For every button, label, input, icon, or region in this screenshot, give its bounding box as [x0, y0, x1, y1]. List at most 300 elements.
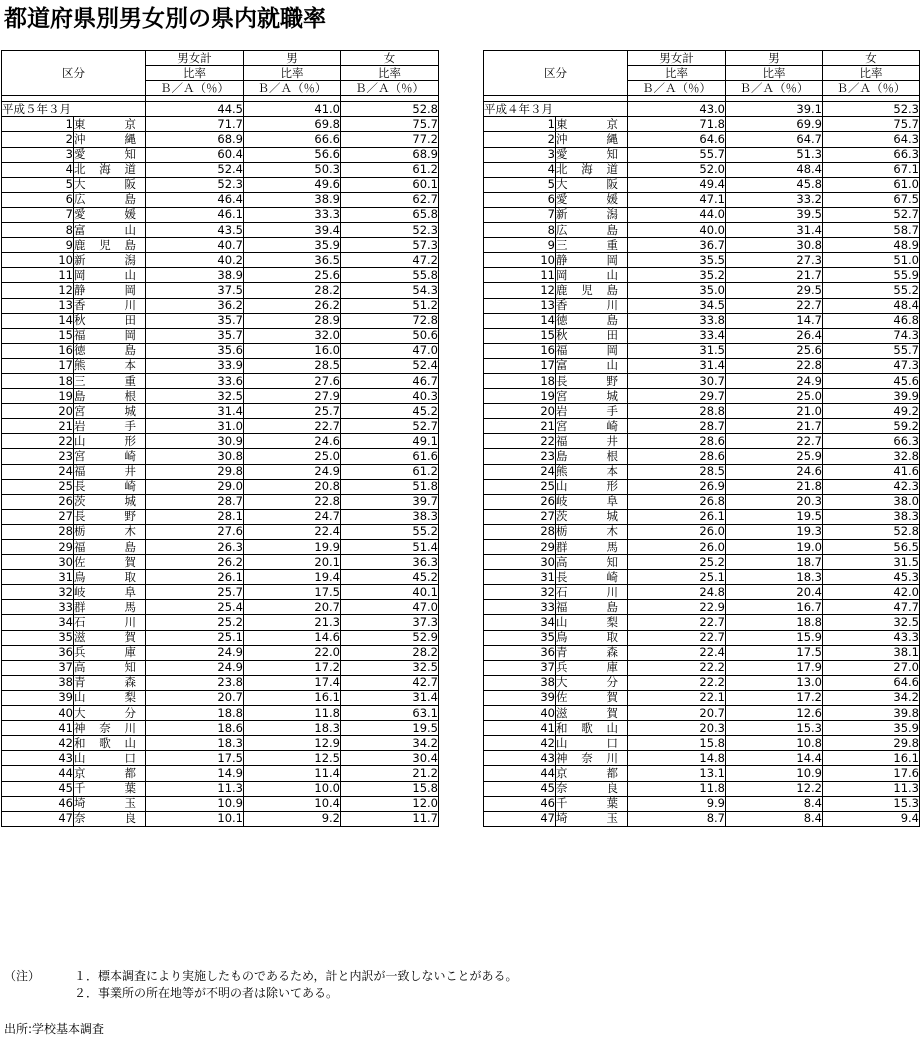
ratio-value: 69.9 — [726, 117, 823, 132]
prefecture-cell — [556, 268, 628, 283]
ratio-value: 26.8 — [628, 494, 726, 509]
prefecture-cell — [74, 328, 146, 343]
ratio-value: 11.8 — [628, 781, 726, 796]
prefecture-cell — [556, 434, 628, 449]
column-header: 女 — [823, 51, 920, 66]
rank-cell: 12 — [2, 283, 74, 298]
table-row — [484, 389, 920, 404]
prefecture-name: 神奈川 — [74, 720, 136, 735]
prefecture-cell — [74, 811, 146, 826]
prefecture-cell — [74, 449, 146, 464]
ratio-value: 32.5 — [146, 389, 244, 404]
ratio-value: 45.6 — [823, 373, 920, 388]
ratio-value: 39.9 — [823, 389, 920, 404]
ratio-value: 31.4 — [341, 690, 439, 705]
rank-cell: 6 — [484, 192, 556, 207]
prefecture-cell — [74, 419, 146, 434]
ratio-value: 55.2 — [341, 524, 439, 539]
ratio-value: 27.6 — [244, 373, 341, 388]
year-label: 平成５年３月 — [2, 102, 146, 117]
prefecture-cell — [556, 796, 628, 811]
ratio-value: 12.6 — [726, 706, 823, 721]
prefecture-name: 群馬 — [556, 539, 618, 554]
rank-cell: 31 — [484, 570, 556, 585]
ratio-value: 25.0 — [244, 449, 341, 464]
prefecture-cell — [556, 675, 628, 690]
ratio-value: 43.5 — [146, 223, 244, 238]
ratio-value: 35.7 — [146, 313, 244, 328]
ratio-value: 20.4 — [726, 585, 823, 600]
prefecture-name: 山形 — [74, 433, 136, 448]
table-row — [2, 690, 439, 705]
ratio-value: 26.2 — [146, 555, 244, 570]
note-number: ２． — [74, 986, 99, 1000]
ratio-value: 21.3 — [244, 615, 341, 630]
table-row — [484, 464, 920, 479]
prefecture-cell — [74, 781, 146, 796]
ratio-value: 45.2 — [341, 570, 439, 585]
ratio-value: 30.8 — [726, 238, 823, 253]
ratio-value: 49.1 — [341, 434, 439, 449]
table-row — [484, 162, 920, 177]
ratio-header: 比率 — [341, 66, 439, 81]
ratio-value: 27.0 — [823, 660, 920, 675]
prefecture-name: 山形 — [556, 479, 618, 494]
prefecture-cell — [74, 706, 146, 721]
note-2 — [4, 985, 518, 1002]
table-row — [2, 600, 439, 615]
prefecture-cell — [556, 358, 628, 373]
ratio-value: 18.8 — [726, 615, 823, 630]
ratio-value: 42.7 — [341, 675, 439, 690]
prefecture-name: 新潟 — [74, 252, 136, 267]
rank-cell: 3 — [2, 147, 74, 162]
ratio-value: 22.7 — [244, 419, 341, 434]
ratio-value: 28.9 — [244, 313, 341, 328]
ratio-value: 33.9 — [146, 358, 244, 373]
table-row — [2, 706, 439, 721]
ratio-value: 15.3 — [726, 721, 823, 736]
table-row — [2, 811, 439, 826]
prefecture-cell — [74, 283, 146, 298]
ratio-value: 61.2 — [341, 464, 439, 479]
ratio-value: 46.1 — [146, 207, 244, 222]
ratio-value: 40.7 — [146, 238, 244, 253]
table-row — [484, 207, 920, 222]
table-row — [484, 751, 920, 766]
table-row — [2, 162, 439, 177]
table-row — [484, 298, 920, 313]
ratio-value: 22.9 — [628, 600, 726, 615]
rank-cell: 37 — [2, 660, 74, 675]
column-header: 男 — [726, 51, 823, 66]
prefecture-cell — [74, 555, 146, 570]
ratio-value: 22.7 — [726, 434, 823, 449]
ratio-value: 26.0 — [628, 524, 726, 539]
prefecture-cell — [556, 328, 628, 343]
prefecture-name: 長野 — [556, 373, 618, 388]
prefecture-name: 栃木 — [74, 524, 136, 539]
prefecture-cell — [74, 177, 146, 192]
ratio-value: 24.7 — [244, 509, 341, 524]
prefecture-name: 石川 — [556, 584, 618, 599]
ratio-value: 46.8 — [823, 313, 920, 328]
ratio-value: 55.9 — [823, 268, 920, 283]
ratio-value: 36.2 — [146, 298, 244, 313]
rank-cell: 38 — [484, 675, 556, 690]
ratio-value: 54.3 — [341, 283, 439, 298]
prefecture-name: 京都 — [74, 765, 136, 780]
ratio-value: 38.1 — [823, 645, 920, 660]
table-row — [2, 751, 439, 766]
prefecture-cell — [556, 706, 628, 721]
rank-cell: 39 — [2, 690, 74, 705]
ratio-value: 19.0 — [726, 540, 823, 555]
prefecture-cell — [74, 464, 146, 479]
table-row — [2, 238, 439, 253]
prefecture-name: 愛媛 — [74, 207, 136, 222]
ratio-value: 48.4 — [823, 298, 920, 313]
rank-cell: 19 — [2, 389, 74, 404]
table-row — [2, 253, 439, 268]
ratio-value: 35.7 — [146, 328, 244, 343]
ratio-value: 31.4 — [146, 404, 244, 419]
ratio-value: 63.1 — [341, 706, 439, 721]
rank-cell: 8 — [484, 223, 556, 238]
table-row — [484, 600, 920, 615]
ratio-value: 35.6 — [146, 343, 244, 358]
rank-cell: 47 — [2, 811, 74, 826]
ratio-value: 25.7 — [146, 585, 244, 600]
ratio-value: 74.3 — [823, 328, 920, 343]
prefecture-name: 大阪 — [556, 177, 618, 192]
ratio-value: 18.7 — [726, 555, 823, 570]
table-row — [484, 328, 920, 343]
table-row — [2, 736, 439, 751]
ratio-value: 26.3 — [146, 540, 244, 555]
prefecture-cell — [74, 358, 146, 373]
rank-cell: 1 — [2, 117, 74, 132]
ratio-value: 34.2 — [823, 690, 920, 705]
ratio-value: 31.4 — [726, 223, 823, 238]
rank-cell: 38 — [2, 675, 74, 690]
rank-cell: 42 — [484, 736, 556, 751]
ratio-value: 26.0 — [628, 540, 726, 555]
rank-cell: 31 — [2, 570, 74, 585]
ratio-value: 32.0 — [244, 328, 341, 343]
ratio-value: 39.5 — [726, 207, 823, 222]
ratio-value: 22.4 — [628, 645, 726, 660]
table-row — [2, 298, 439, 313]
prefecture-name: 埼玉 — [74, 796, 136, 811]
ratio-value: 22.2 — [628, 675, 726, 690]
ratio-value: 21.0 — [726, 404, 823, 419]
rank-cell: 27 — [484, 509, 556, 524]
ratio-value: 22.7 — [628, 615, 726, 630]
year-label: 平成４年３月 — [484, 102, 628, 117]
rank-cell: 25 — [2, 479, 74, 494]
ratio-value: 19.4 — [244, 570, 341, 585]
ratio-value: 13.1 — [628, 766, 726, 781]
table-row — [2, 192, 439, 207]
prefecture-cell — [74, 660, 146, 675]
ratio-value: 67.5 — [823, 192, 920, 207]
formula-header: Ｂ／Ａ（％） — [244, 81, 341, 96]
prefecture-name: 茨城 — [74, 494, 136, 509]
ratio-value: 27.3 — [726, 253, 823, 268]
prefecture-name: 群馬 — [74, 599, 136, 614]
ratio-value: 29.8 — [146, 464, 244, 479]
rank-cell: 1 — [484, 117, 556, 132]
table-row — [2, 358, 439, 373]
rank-cell: 36 — [484, 645, 556, 660]
ratio-value: 26.4 — [726, 328, 823, 343]
rank-cell: 10 — [484, 253, 556, 268]
kubun-header: 区分 — [484, 51, 628, 96]
ratio-value: 28.6 — [628, 449, 726, 464]
prefecture-name: 宮城 — [74, 403, 136, 418]
prefecture-cell — [556, 283, 628, 298]
table-row — [484, 117, 920, 132]
ratio-value: 61.2 — [341, 162, 439, 177]
ratio-value: 18.8 — [146, 706, 244, 721]
table-row — [2, 389, 439, 404]
table-row — [2, 419, 439, 434]
rank-cell: 17 — [484, 358, 556, 373]
rank-cell: 10 — [2, 253, 74, 268]
ratio-value: 55.2 — [823, 283, 920, 298]
ratio-value: 64.3 — [823, 132, 920, 147]
prefecture-name: 東京 — [556, 116, 618, 131]
ratio-value: 19.5 — [341, 721, 439, 736]
ratio-value: 22.1 — [628, 690, 726, 705]
rank-cell: 28 — [2, 524, 74, 539]
table-row — [484, 660, 920, 675]
prefecture-name: 沖縄 — [74, 132, 136, 147]
ratio-value: 35.0 — [628, 283, 726, 298]
rank-cell: 4 — [484, 162, 556, 177]
ratio-value: 11.3 — [146, 781, 244, 796]
ratio-value: 14.9 — [146, 766, 244, 781]
ratio-value: 52.7 — [341, 419, 439, 434]
ratio-value: 28.8 — [628, 404, 726, 419]
ratio-value: 31.5 — [823, 555, 920, 570]
table-row — [2, 645, 439, 660]
ratio-value: 20.7 — [244, 600, 341, 615]
ratio-value: 20.1 — [244, 555, 341, 570]
prefecture-name: 福岡 — [74, 328, 136, 343]
table-heisei5 — [1, 50, 439, 827]
rank-cell: 44 — [484, 766, 556, 781]
prefecture-name: 宮崎 — [556, 418, 618, 433]
rank-cell: 9 — [2, 238, 74, 253]
prefecture-cell — [74, 570, 146, 585]
rank-cell: 13 — [484, 298, 556, 313]
prefecture-name: 奈良 — [74, 811, 136, 826]
prefecture-cell — [74, 721, 146, 736]
ratio-value: 34.5 — [628, 298, 726, 313]
ratio-value: 11.3 — [823, 781, 920, 796]
ratio-value: 26.9 — [628, 479, 726, 494]
ratio-value: 39.8 — [823, 706, 920, 721]
prefecture-cell — [556, 555, 628, 570]
ratio-value: 45.2 — [341, 404, 439, 419]
ratio-value: 61.0 — [823, 177, 920, 192]
prefecture-cell — [556, 811, 628, 826]
ratio-value: 46.4 — [146, 192, 244, 207]
table-row — [2, 585, 439, 600]
ratio-value: 23.8 — [146, 675, 244, 690]
ratio-value: 66.3 — [823, 434, 920, 449]
table-row — [2, 147, 439, 162]
ratio-value: 24.6 — [244, 434, 341, 449]
table-row — [484, 449, 920, 464]
prefecture-name: 奈良 — [556, 781, 618, 796]
ratio-value: 32.5 — [823, 615, 920, 630]
ratio-value: 64.6 — [823, 675, 920, 690]
prefecture-name: 滋賀 — [74, 630, 136, 645]
prefecture-cell — [556, 223, 628, 238]
ratio-value: 15.9 — [726, 630, 823, 645]
prefecture-cell — [74, 192, 146, 207]
prefecture-cell — [74, 389, 146, 404]
table-row — [2, 796, 439, 811]
prefecture-cell — [74, 796, 146, 811]
ratio-value: 60.4 — [146, 147, 244, 162]
total-value: 43.0 — [628, 102, 726, 117]
prefecture-name: 岩手 — [74, 418, 136, 433]
prefecture-name: 香川 — [556, 298, 618, 313]
prefecture-cell — [556, 600, 628, 615]
prefecture-cell — [74, 238, 146, 253]
prefecture-name: 青森 — [74, 675, 136, 690]
table-row — [2, 766, 439, 781]
ratio-value: 47.0 — [341, 343, 439, 358]
formula-header: Ｂ／Ａ（％） — [823, 81, 920, 96]
rank-cell: 21 — [2, 419, 74, 434]
ratio-value: 8.4 — [726, 796, 823, 811]
ratio-value: 51.4 — [341, 540, 439, 555]
table-row — [2, 781, 439, 796]
ratio-value: 21.7 — [726, 268, 823, 283]
table-row — [484, 373, 920, 388]
table-row — [484, 192, 920, 207]
ratio-value: 47.1 — [628, 192, 726, 207]
prefecture-name: 福島 — [556, 599, 618, 614]
ratio-value: 35.5 — [628, 253, 726, 268]
table-row — [484, 811, 920, 826]
ratio-value: 35.2 — [628, 268, 726, 283]
prefecture-name: 岐阜 — [556, 494, 618, 509]
ratio-value: 69.8 — [244, 117, 341, 132]
prefecture-name: 熊本 — [556, 464, 618, 479]
rank-cell: 25 — [484, 479, 556, 494]
rank-cell: 44 — [2, 766, 74, 781]
ratio-value: 25.1 — [628, 570, 726, 585]
ratio-value: 35.9 — [823, 721, 920, 736]
ratio-value: 24.9 — [146, 645, 244, 660]
prefecture-name: 沖縄 — [556, 132, 618, 147]
table-row — [2, 464, 439, 479]
prefecture-name: 山梨 — [74, 690, 136, 705]
table-row — [484, 630, 920, 645]
prefecture-cell — [74, 615, 146, 630]
rank-cell: 23 — [2, 449, 74, 464]
prefecture-cell — [74, 207, 146, 222]
prefecture-name: 徳島 — [556, 313, 618, 328]
table-row — [484, 721, 920, 736]
prefecture-name: 岩手 — [556, 403, 618, 418]
prefecture-cell — [74, 404, 146, 419]
ratio-value: 25.7 — [244, 404, 341, 419]
ratio-value: 36.5 — [244, 253, 341, 268]
prefecture-name: 宮城 — [556, 388, 618, 403]
ratio-value: 10.8 — [726, 736, 823, 751]
prefecture-name: 広島 — [556, 222, 618, 237]
table-row — [484, 177, 920, 192]
ratio-value: 10.9 — [726, 766, 823, 781]
rank-cell: 26 — [2, 494, 74, 509]
rank-cell: 12 — [484, 283, 556, 298]
ratio-value: 48.9 — [823, 238, 920, 253]
prefecture-cell — [556, 751, 628, 766]
ratio-value: 12.2 — [726, 781, 823, 796]
prefecture-name: 愛知 — [74, 147, 136, 162]
prefecture-name: 静岡 — [556, 252, 618, 267]
total-value: 41.0 — [244, 102, 341, 117]
table-row — [2, 675, 439, 690]
ratio-value: 33.2 — [726, 192, 823, 207]
prefecture-cell — [74, 524, 146, 539]
rank-cell: 37 — [484, 660, 556, 675]
note-text: 標本調査により実施したものであるため，計と内訳が一致しないことがある。 — [98, 969, 518, 983]
ratio-value: 52.4 — [146, 162, 244, 177]
ratio-value: 29.8 — [823, 736, 920, 751]
rank-cell: 5 — [2, 177, 74, 192]
ratio-value: 28.6 — [628, 434, 726, 449]
ratio-value: 31.4 — [628, 358, 726, 373]
rank-cell: 6 — [2, 192, 74, 207]
prefecture-name: 高知 — [74, 660, 136, 675]
ratio-value: 17.6 — [823, 766, 920, 781]
ratio-value: 49.6 — [244, 177, 341, 192]
prefecture-name: 東京 — [74, 116, 136, 131]
prefecture-name: 愛知 — [556, 147, 618, 162]
table-row — [484, 690, 920, 705]
table-row — [484, 736, 920, 751]
ratio-value: 17.5 — [726, 645, 823, 660]
ratio-value: 31.0 — [146, 419, 244, 434]
note-text: 事業所の所在地等が不明の者は除いてある。 — [98, 986, 339, 1000]
ratio-value: 26.1 — [628, 509, 726, 524]
rank-cell: 22 — [484, 434, 556, 449]
prefecture-name: 長崎 — [74, 479, 136, 494]
ratio-value: 32.8 — [823, 449, 920, 464]
total-row — [484, 102, 920, 117]
prefecture-name: 福岡 — [556, 343, 618, 358]
ratio-value: 22.8 — [726, 358, 823, 373]
rank-cell: 24 — [2, 464, 74, 479]
ratio-value: 45.3 — [823, 570, 920, 585]
page-title: 都道府県別男女別の県内就職率 — [4, 6, 326, 32]
prefecture-cell — [556, 464, 628, 479]
prefecture-cell — [74, 223, 146, 238]
table-row — [484, 147, 920, 162]
table-row — [484, 706, 920, 721]
ratio-value: 39.4 — [244, 223, 341, 238]
ratio-value: 26.1 — [146, 570, 244, 585]
rank-cell: 5 — [484, 177, 556, 192]
